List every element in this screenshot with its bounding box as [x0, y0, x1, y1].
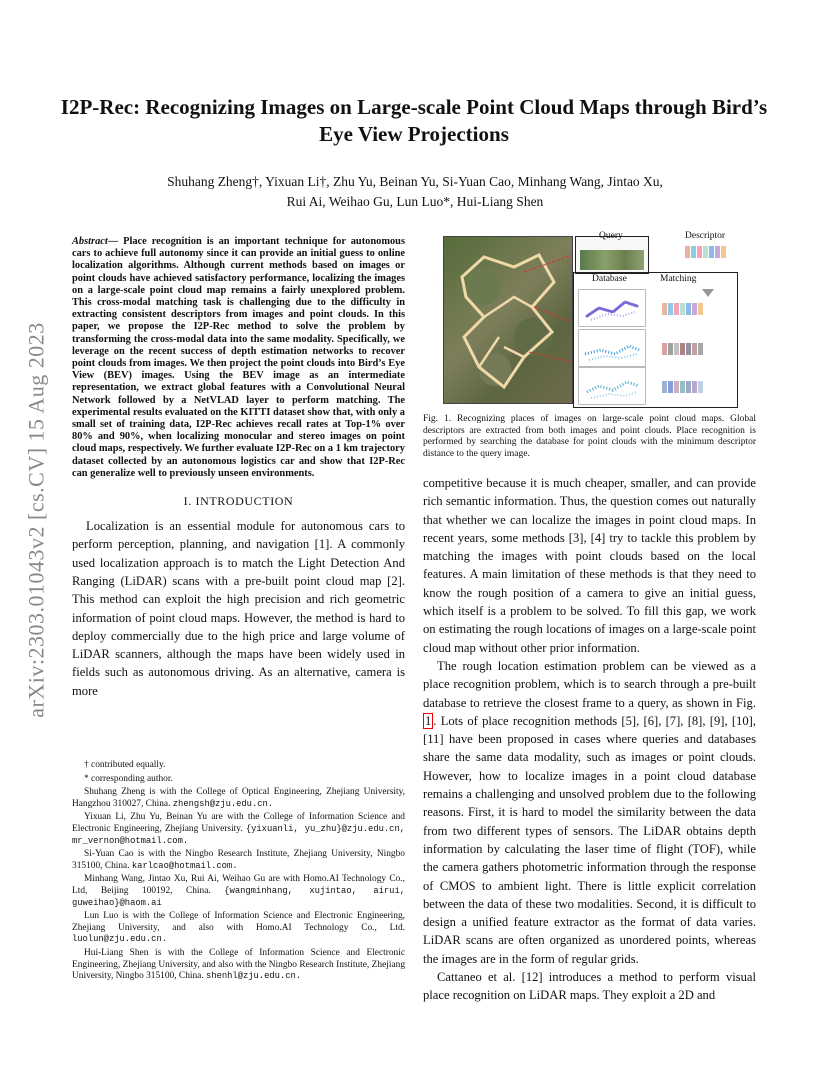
footnote-corresponding: * corresponding author. [84, 773, 173, 784]
aerial-map-image [443, 236, 573, 404]
database-descriptor-1-cell [674, 303, 679, 315]
database-descriptor-2-cell [686, 343, 691, 355]
footnote-shen-email: shenhl@zju.edu.cn. [206, 971, 302, 982]
database-point-cloud-2 [578, 329, 646, 367]
figure-1-reference-link[interactable]: 1 [425, 713, 432, 728]
query-panel [575, 236, 649, 274]
database-descriptor-3-cell [668, 381, 673, 393]
point-cloud-3-graphic [579, 368, 645, 404]
query-image [580, 250, 644, 270]
author-list [90, 172, 740, 212]
database-descriptor-1-cell [662, 303, 667, 315]
database-descriptor-2-cell [674, 343, 679, 355]
footnote-luo-text: Lun Luo is with the College of Information Science and Electronic Engineering, Zhejiang University, and also with Homo.AI Technology Co., Ltd. [72, 911, 405, 933]
database-descriptor-3 [662, 381, 704, 393]
footnote-shen [72, 948, 405, 983]
footnote-contributed: † contributed equally. [84, 760, 166, 770]
left-column [72, 236, 405, 700]
footnotes [72, 760, 405, 985]
footnote-cao [72, 849, 405, 872]
query-descriptor-cell [721, 246, 726, 258]
intro-paragraph-4: Cattaneo et al. [12] introduces a method to perform visual place recognition on LiDAR maps. They exploit a 2D and [423, 970, 756, 1003]
footnote-wang-text: Minhang Wang, Jintao Xu, Rui Ai, Weihao Gu are with Homo.AI Technology Co., Ltd, Beijing 100192, China. [72, 874, 405, 896]
intro-paragraph-3-rest: . Lots of place recognition methods [5], [6], [7], [8], [9], [10], [11] have been proposed in cases where queries and databases share the same data modality, such as images or point clouds. However, how to localize images in a point cloud database remains a challenging and unsolved problem due to the following reasons. First, it is hard to model the similarity between the data from two different types of sensors. The LiDAR obtains depth information by calculating the laser time of flight (TOF), while the camera gathers photometric information through the response of CMOS to ambient light. There is little explicit correlation between the data of these two modalities. Second, it is difficult to design a unified feature extractor as the format of data varies. LiDAR scans are often organized as unordered points, whereas the images are in the form of regular grids. [423, 713, 756, 966]
trajectory-overlay [444, 237, 572, 403]
authors-line-2: Rui Ai, Weihao Gu, Lun Luo*, Hui-Liang Shen [286, 194, 544, 209]
figure-label-query: Query [599, 231, 623, 241]
database-descriptor-2-cell [680, 343, 685, 355]
database-descriptor-3-cell [698, 381, 703, 393]
figure-label-matching: Matching [660, 274, 697, 284]
database-descriptor-2-cell [668, 343, 673, 355]
footnote-li-text: Yixuan Li, Zhu Yu, Beinan Yu are with the College of Information Science and Electronic Engineering, Zhejiang University. [72, 812, 405, 834]
figure-label-descriptor: Descriptor [685, 231, 726, 241]
intro-paragraph-3 [423, 657, 756, 968]
database-descriptor-3-cell [686, 381, 691, 393]
figure-1-caption: Fig. 1. Recognizing places of images on large-scale point cloud maps. Global descriptors are extracted from both images and point clouds. Place recognition is performed by searching the database for point clouds with the minimum descriptor distance to the query image. [423, 414, 756, 459]
database-descriptor-2-cell [692, 343, 697, 355]
database-descriptor-3-cell [674, 381, 679, 393]
database-descriptor-2 [662, 343, 704, 355]
query-descriptor-cell [709, 246, 714, 258]
query-descriptor-cell [697, 246, 702, 258]
footnote-zheng [72, 787, 405, 810]
footnote-cao-email: karlcao@hotmail.com. [131, 860, 238, 871]
query-descriptor-cell [685, 246, 690, 258]
database-panel [573, 272, 738, 408]
query-descriptor-cell [715, 246, 720, 258]
footnote-luo-email: luolun@zju.edu.cn. [72, 934, 168, 945]
abstract [72, 236, 405, 480]
footnote-shen-text: Hui-Liang Shen is with the College of Information Science and Electronic Engineering, Zhejiang University, and also with the Ningbo Research Institute, Zhejiang University, Ningbo 315100, China. [72, 947, 405, 982]
database-descriptor-2-cell [662, 343, 667, 355]
intro-paragraph-2: competitive because it is much cheaper, smaller, and can provide rich semantic information. Thus, the question comes out naturally that whether we can localize the images in point cloud maps. In recent years, some methods [3], [4] try to tackle this problem by matching the images with point clouds based on the local features. A main limitation of these methods is that they need to know the rough position of a camera to give an initial guess, which itself is a problem to be solved. To fill this gap, we work on estimating the rough locations of images on a large-scale point cloud map without other prior information. [423, 476, 756, 655]
right-column-body [423, 474, 756, 1005]
query-descriptor [685, 246, 727, 258]
point-cloud-2-graphic [579, 330, 645, 366]
paper-title: I2P-Rec: Recognizing Images on Large-scale Point Cloud Maps through Bird’s Eye View Projections [60, 95, 768, 146]
database-descriptor-3-cell [662, 381, 667, 393]
database-descriptor-1 [662, 303, 704, 315]
intro-paragraph-3-start: The rough location estimation problem can be viewed as a place recognition problem, which is to search through a pre-built database to retrieve the closest frame to a query, as shown in Fig. [423, 658, 756, 710]
database-descriptor-2-cell [698, 343, 703, 355]
database-descriptor-3-cell [680, 381, 685, 393]
database-point-cloud-3 [578, 367, 646, 405]
intro-paragraph-1: Localization is an essential module for autonomous cars to perform perception, planning, and navigation [1]. A commonly used localization approach is to match the Light Detection And Ranging (LiDAR) scans with a pre-built point cloud map [2]. This method can exploit the high precision and rich geometric information of point cloud maps. However, the method is hard to deploy commercially due to the high price and large volume of LiDAR scanners, although the maps have been widely used in fields such as autonomous driving. As an alternative, camera is more [72, 519, 405, 698]
footnote-wang [72, 874, 405, 909]
figure-1 [423, 232, 756, 408]
database-descriptor-1-cell [686, 303, 691, 315]
footnote-zheng-email: zhengsh@zju.edu.cn. [172, 798, 274, 809]
database-descriptor-1-cell [680, 303, 685, 315]
abstract-label: Abstract [72, 236, 108, 247]
query-descriptor-cell [703, 246, 708, 258]
section-heading-introduction: I. INTRODUCTION [183, 494, 294, 509]
footnote-zheng-text: Shuhang Zheng is with the College of Optical Engineering, Zhejiang University, Hangzhou 310027, China. [72, 787, 405, 809]
arxiv-identifier-stamp [22, 280, 52, 760]
figure-label-database: Database [592, 274, 627, 284]
authors-line-1: Shuhang Zheng†, Yixuan Li†, Zhu Yu, Beinan Yu, Si-Yuan Cao, Minhang Wang, Jintao Xu, [167, 174, 663, 189]
database-point-cloud-1 [578, 289, 646, 327]
database-descriptor-3-cell [692, 381, 697, 393]
abstract-text: — Place recognition is an important technique for autonomous cars to achieve full autonomy since it can provide an initial guess to online localization algorithms. Although current methods based on images or point clouds have achieved satisfactory performance, localizing the images on a large-scale point cloud map remains a fairly unexplored problem. This cross-modal matching task is challenging due to the difficulty in extracting consistent descriptors from images and point clouds. In this paper, we propose the I2P-Rec method to solve the problem by transforming the cross-modal data into the same modality. Specifically, we leverage on the recent success of depth estimation networks to recover point clouds from images. We then project the point clouds into Bird’s Eye View (BEV) images. Using the BEV image as an intermediate representation, we extract global features with a Convolutional Neural Network followed by a NetVLAD layer to perform matching. The experimental results evaluated on the KITTI dataset show that, with only a small set of training data, I2P-Rec achieves recall rates at Top-1% over 80% and 90%, when localizing monocular and stereo images on point cloud maps, respectively. We further evaluate I2P-Rec on a 1 km trajectory dataset collected by an autonomous logistics car and show that I2P-Rec can generalize well to previously unseen environments. [72, 236, 405, 479]
database-descriptor-1-cell [668, 303, 673, 315]
footnote-li-email: {yixuanli, yu_zhu}@zju.edu.cn, mr_vernon@hotmail.com. [72, 823, 405, 846]
footnote-wang-email: {wangminhang, xujintao, airui, guweihao}@haom.ai [72, 885, 406, 908]
database-descriptor-1-cell [692, 303, 697, 315]
footnote-luo [72, 911, 405, 946]
footnote-cao-text: Si-Yuan Cao is with the Ningbo Research Institute, Zhejiang University, Ningbo 315100, China. [72, 849, 405, 871]
point-cloud-1-graphic [579, 290, 645, 326]
database-descriptor-1-cell [698, 303, 703, 315]
matching-arrow-icon [702, 289, 714, 297]
footnote-li [72, 812, 405, 847]
right-column [423, 232, 756, 1005]
query-descriptor-cell [691, 246, 696, 258]
arxiv-stamp-text: arXiv:2303.01043v2 [cs.CV] 15 Aug 2023 [24, 322, 50, 718]
